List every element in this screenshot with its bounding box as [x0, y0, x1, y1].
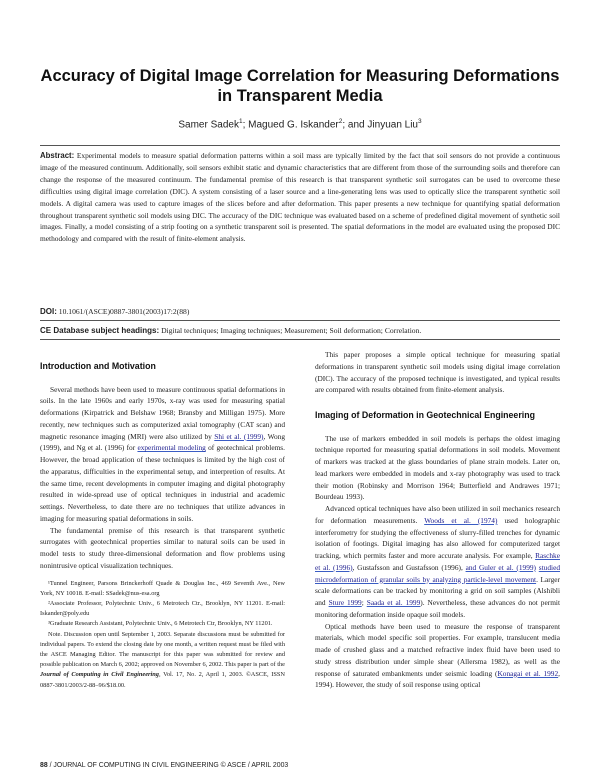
body-paragraph: [315, 621, 560, 692]
subject-headings-line: [40, 326, 560, 335]
note-text: , Vol. 17, No. 2, April 1, 2003. ©ASCE, ISSN 0887-3801/2003/2-88–96/$18.00.: [40, 671, 285, 689]
section-heading-imaging: Imaging of Deformation in Geotechnical Engineering: [315, 410, 535, 420]
paragraph-text: Advanced optical techniques have also been utilized in soil mechanics research for deformation measurements.: [315, 504, 560, 525]
footnote: ¹Tunnel Engineer, Parsons Brinckerhoff Quade & Douglas Inc., 469 Seventh Ave., New York, NY 10018. E-mail: SSadek@nus-esa.org: [40, 579, 285, 597]
author-name: Jinyuan Liu: [367, 119, 418, 131]
discussion-note: [40, 630, 285, 691]
footnotes: [40, 579, 285, 691]
citation-link[interactable]: experimental modeling: [137, 443, 206, 453]
doi-value: 10.1061/(ASCE)0887-3801(2003)17:2(88): [58, 307, 190, 316]
section-heading-introduction: Introduction and Motivation: [40, 361, 156, 371]
footnote: ²Associate Professor, Polytechnic Univ., 6 Metrotech Ctr., Brooklyn, NY 11201. E-mail: Iskander@poly.edu: [40, 599, 285, 618]
paragraph-text: , Gustafsson and Gustafsson (1996),: [352, 562, 466, 572]
divider-top: [40, 145, 560, 146]
footnote: ³Graduate Research Assistant, Polytechnic Univ., 6 Metrotech Ctr, Brooklyn, NY 11201.: [48, 620, 273, 628]
paragraph-text: Optical methods have been used to measure the response of transparent materials, which model specific soil properties. For example, translucent media made of crushed glass and a matched refractive index fluid have been used to study stress distribution under simple shear (Allersma 1982), as well as the response of saturated embankments under seismic loading (: [315, 621, 560, 678]
paper-title: Accuracy of Digital Image Correlation for Measuring Deformations in Transparent Media: [40, 67, 560, 105]
paragraph-text: used holographic interferometry for studying the effectiveness of slurry-filled trenches for dynamic isolation of footings. Digital imaging has also allowed for computerized target tracking, which permits faster and more accurate analysis. For example,: [315, 515, 560, 560]
citation-link[interactable]: and Guler et al. (1999): [465, 562, 536, 572]
page-number: 88: [40, 762, 48, 769]
citation-link[interactable]: Raschke et al. (1996): [315, 551, 560, 572]
doi-line: [40, 307, 560, 316]
citation-link[interactable]: studied microdeformation of granular soils by analyzing particle-level movement: [315, 562, 560, 584]
citation-link[interactable]: Woods et al. (1974): [424, 515, 498, 525]
paragraph-text: ). Nevertheless, these advances do not permit monitoring deformation inside opaque soil models.: [315, 598, 560, 619]
left-column: [40, 361, 285, 691]
journal-name: Journal of Computing in Civil Engineering: [40, 671, 159, 679]
abstract: [40, 150, 560, 245]
author-affiliation-mark: 2: [338, 118, 343, 125]
paragraph-text: , 1994). However, the study of soil response using optical: [315, 668, 560, 690]
body-paragraph: The fundamental premise of this research is that transparent synthetic surrogates with geotechnical properties similar to natural soils can be used in model tests to study three-dimensional deformation and flow problems using nonintrusive optical visualization techniques.: [40, 525, 285, 570]
body-paragraph: This paper proposes a simple optical technique for measuring spatial deformations in transparent synthetic soil models using digital image correlation (DIC). The accuracy of the proposed technique is investigated, and typical results are compared with results obtained from finite-element analysis.: [315, 350, 560, 395]
body-paragraph: [315, 503, 560, 621]
citation-link[interactable]: Shi et al. (1999): [214, 431, 264, 441]
author-line: [40, 118, 560, 130]
body-paragraph: [40, 384, 285, 525]
paragraph-text: Several methods have been used to measure continuous spatial deformations in soils. In the late 1960s and early 1970s, x-ray was used for measuring spatial deformations (Kirpatrick and Belshaw 1968; Bransby and Milligan 1975). More recently, new techniques such as computerized axial tomography (CAT scan) and magnetic resonance imaging (MRI) were also utilized by: [40, 384, 285, 441]
author-affiliation-mark: 3: [418, 118, 422, 125]
paragraph-text: of geotechnical problems. However, the broad application of these techniques is limited by the high cost of the apparatus, difficulties in the experimental setup, and interpretion of results. At the same time, recent developments in computer imaging and digital photography resulted in wide-spread use of optical techniques in industrial and academic settings. Nevertheless, to date there are no techniques that utilize advances in imaging for measuring spatial deformations in soils.: [40, 443, 285, 523]
abstract-text: Experimental models to measure spatial deformation patterns within a soil mass are typically limited by the fact that soil sensors do not provide a continuous image of the measured continuum. Additionally, soil sensors exhibit static and dynamic characteristics that are different from those of the surrounding soils and therefore can change the response of the measured continuum. The fundamental premise of this research is that transparent synthetic soil surrogates can be used to overcome these difficulties using digital image correlation (DIC). A system consisting of a laser source and a line-generating lens was used to optically slice the transparent synthetic soil models. A digital camera was used to capture images of the slices before and after deformation. This paper presents a new technique for quantifying spatial deformation throughout transparent synthetic soil models using DIC. The accuracy of the DIC technique was evaluated based on a scheme of predefined digital movement of synthetic soil images. Finally, a model consisting of a strip footing on a synthetic transparent soil is presented. The spatial deformations in the model are evaluated using the proposed DIC methodology and compared with the result of finite-element analysis.: [40, 151, 560, 244]
abstract-label: Abstract:: [40, 151, 75, 160]
author-name: Samer Sadek: [178, 119, 239, 131]
note-text: Note. Discussion open until September 1, 2003. Separate discussions must be submitted for individual papers. To extend the closing date by one month, a written request must be filed with the ASCE Managing Editor. The manuscript for this paper was submitted for review and possible publication on March 6, 2002; approved on November 6, 2002. This paper is part of the: [40, 630, 285, 669]
citation-link[interactable]: Saada et al. 1999: [366, 598, 421, 607]
paragraph-text: , Wong (1999), and Ng et al. (1996) for: [40, 431, 285, 453]
author-separator: ; and: [342, 119, 368, 131]
author-separator: ;: [242, 119, 249, 131]
citation-link[interactable]: Konagai et al. 1992: [497, 668, 559, 678]
subject-headings-value: Digital techniques; Imaging techniques; Measurement; Soil deformation; Correlation.: [161, 326, 422, 335]
subject-headings-label: CE Database subject headings:: [40, 326, 160, 335]
divider-bottom: [40, 339, 560, 340]
right-column: [315, 349, 560, 691]
page-footer: [40, 762, 440, 769]
divider-middle: [40, 320, 560, 321]
author-affiliation-mark: 1: [238, 118, 243, 125]
author-name: Magued G. Iskander: [248, 119, 339, 131]
citation-link[interactable]: Sture 1999: [328, 598, 362, 607]
paragraph-text: . Larger scale deformations can be tracked by monitoring a grid on soil samples (Alshibli and: [315, 574, 560, 607]
doi-label: DOI:: [40, 307, 57, 316]
body-paragraph: The use of markers embedded in soil models is perhaps the oldest imaging technique reported for measuring spatial deformations in soil models. Movement of markers was tracked at the glass boundaries of plane strain models. Later on, lead markers were embedded in models and x-ray photography was used to track their motion (Robinsky and Morrison 1964; Butterfield and Andrawes 1971; Bourdeau 1993).: [315, 433, 560, 502]
journal-footer: / JOURNAL OF COMPUTING IN CIVIL ENGINEERING © ASCE / APRIL 2003: [47, 762, 289, 769]
paragraph-text: ;: [361, 598, 367, 607]
